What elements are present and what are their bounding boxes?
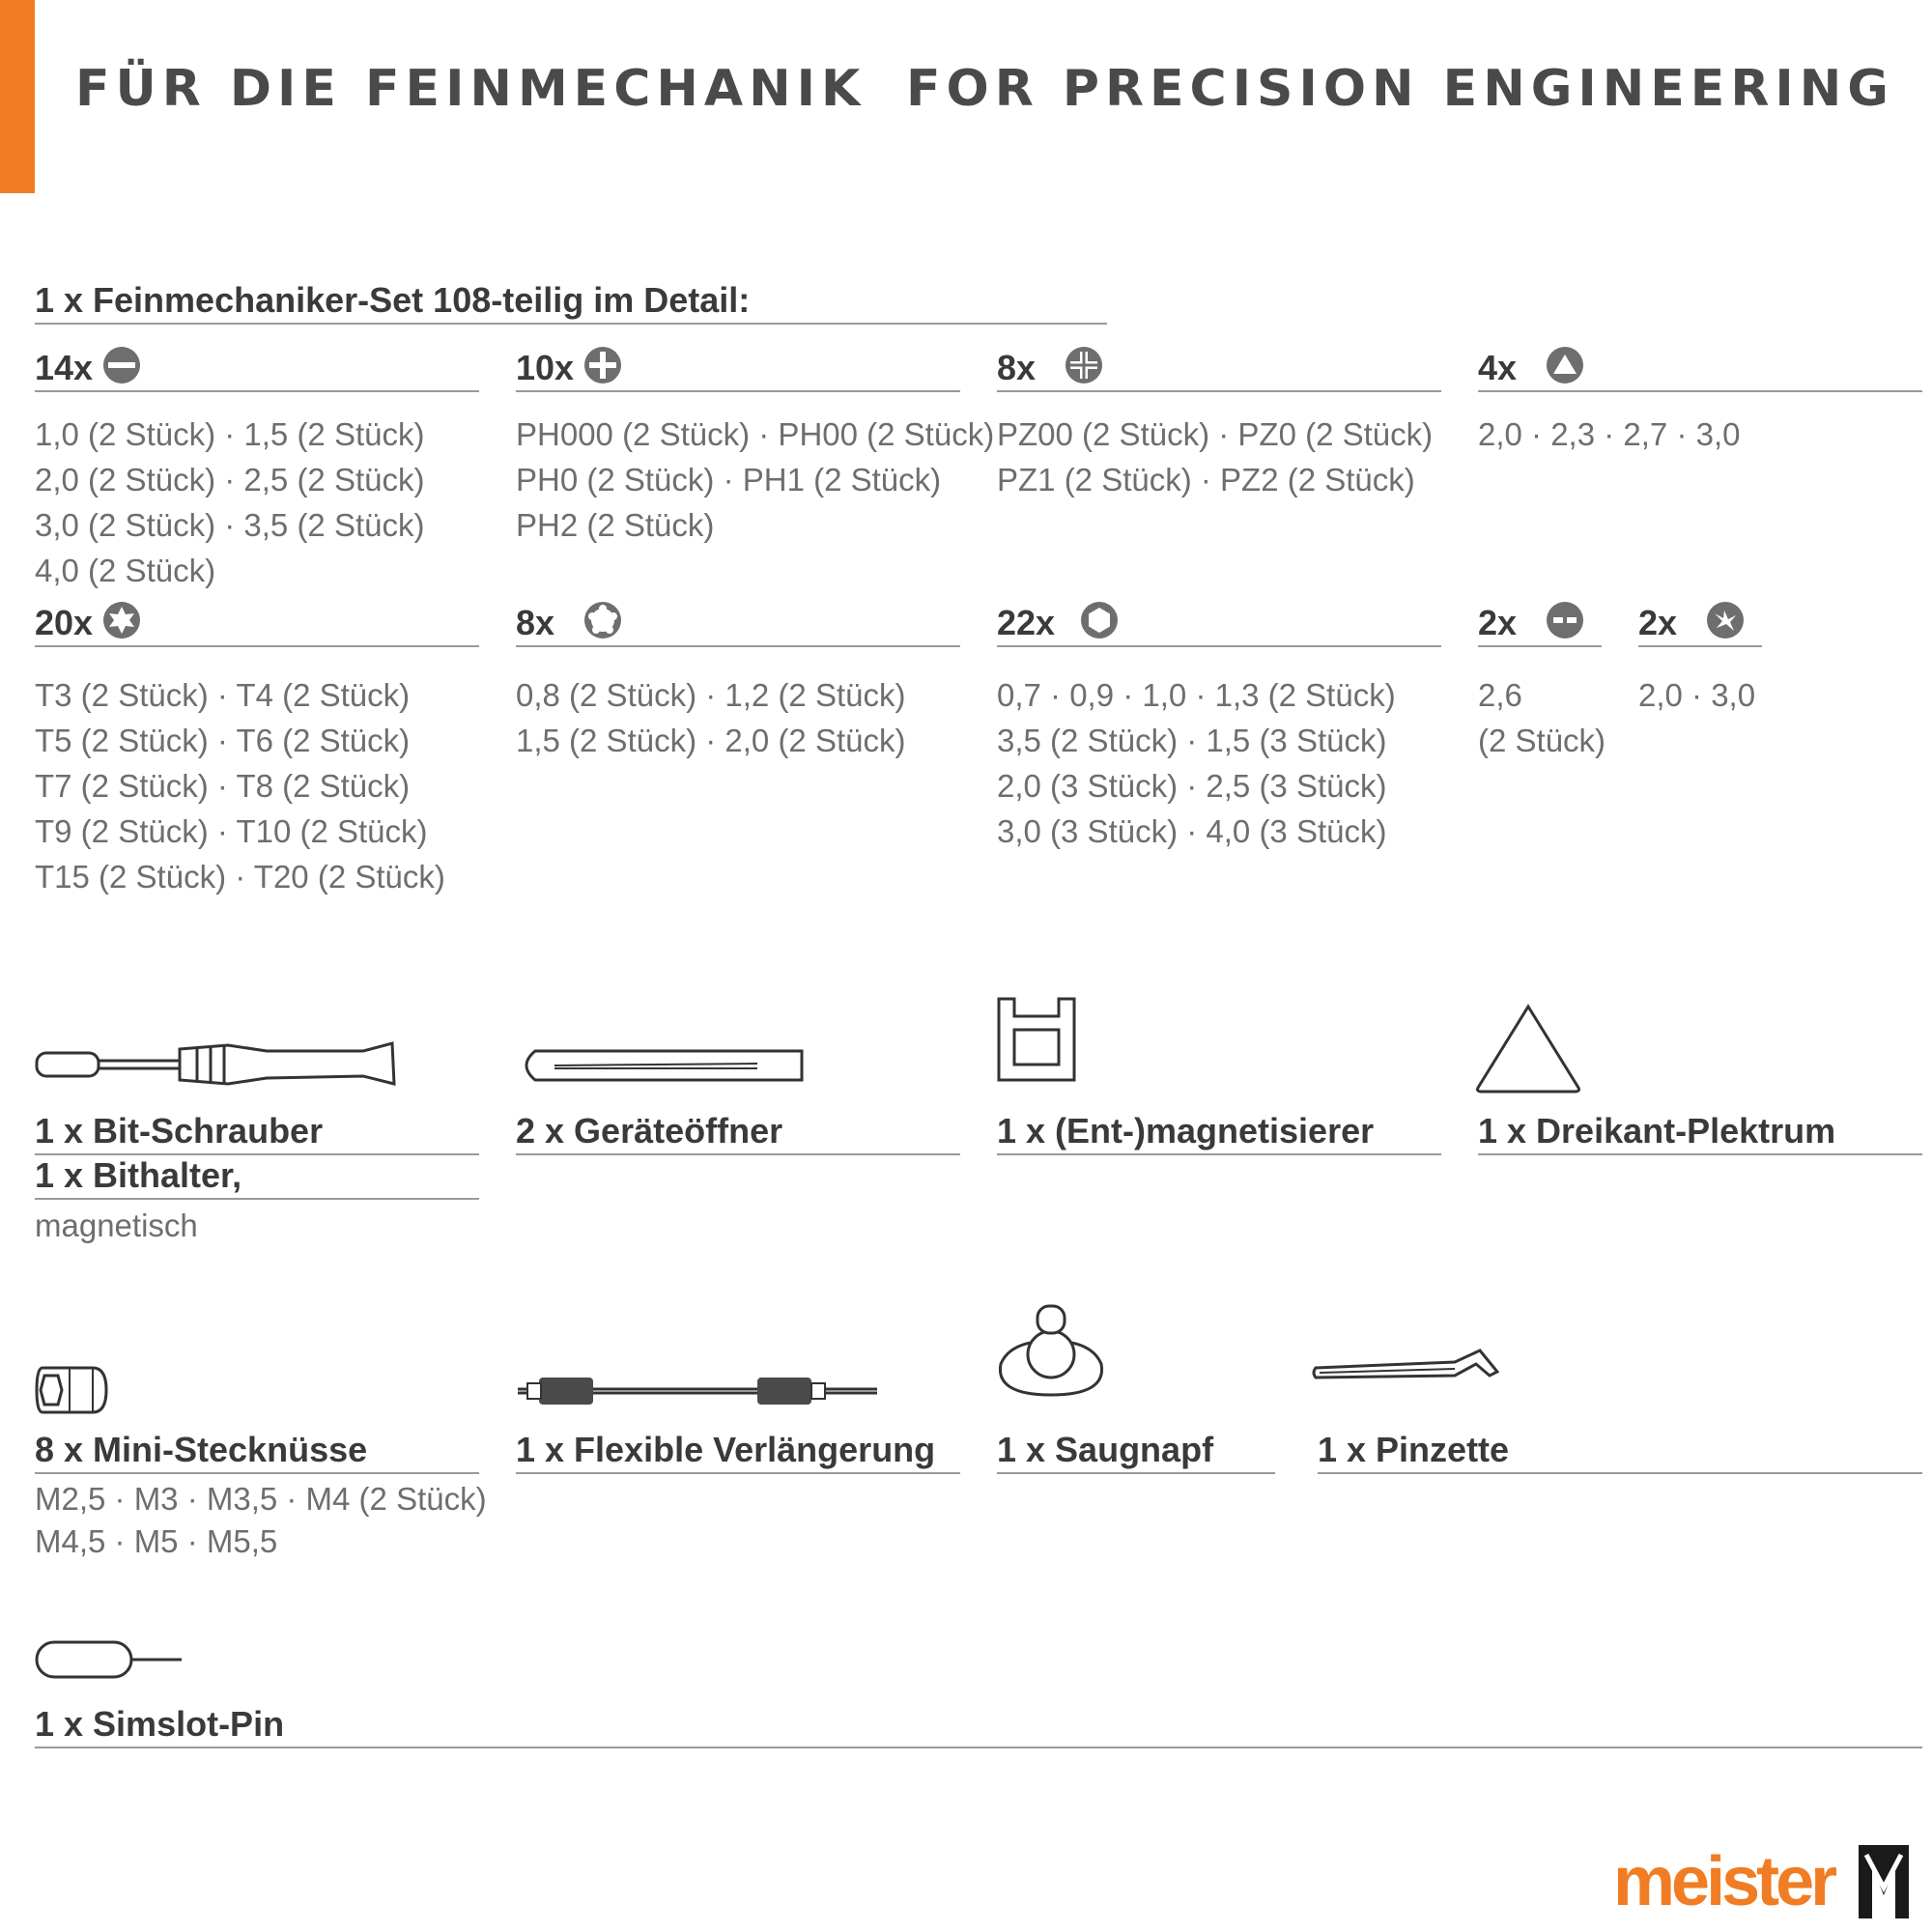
value-line: M4,5 · M5 · M5,5 xyxy=(35,1523,278,1559)
value-line: T3 (2 Stück) · T4 (2 Stück) xyxy=(35,677,411,713)
value-line: 2,0 · 3,0 xyxy=(1638,677,1756,713)
bit-values-phillips xyxy=(516,412,994,548)
bit-category-triangle xyxy=(1478,336,1922,392)
bit-count: 4x xyxy=(1478,348,1518,387)
bit-count: 14x xyxy=(35,348,94,387)
bit-count: 10x xyxy=(516,348,575,387)
bit-category-pozidriv xyxy=(997,336,1441,392)
pozidriv-icon xyxy=(1065,346,1103,384)
svg-text:meister: meister xyxy=(1613,1843,1834,1920)
bit-category-pentalobe xyxy=(516,591,960,647)
tool-suction-cup: 1 x Saugnapf xyxy=(997,1430,1275,1474)
value-line: 0,7 · 0,9 · 1,0 · 1,3 (2 Stück) xyxy=(997,677,1396,713)
bit-count: 20x xyxy=(35,603,94,642)
tool-sim-pin: 1 x Simslot-Pin xyxy=(35,1704,1922,1748)
header-title-de: FÜR DIE FEINMECHANIK xyxy=(75,60,867,118)
pentalobe-icon xyxy=(583,601,622,639)
bit-count: 8x xyxy=(997,348,1037,387)
triangle-icon xyxy=(1546,346,1584,384)
value-line: 0,8 (2 Stück) · 1,2 (2 Stück) xyxy=(516,677,906,713)
tool-bit-screwdriver: 1 x Bit-Schrauber xyxy=(35,1111,479,1155)
value-line: (2 Stück) xyxy=(1478,723,1606,758)
value-line: 3,0 (3 Stück) · 4,0 (3 Stück) xyxy=(997,813,1387,849)
tri-wing-icon xyxy=(1706,601,1745,639)
value-line: 1,5 (2 Stück) · 2,0 (2 Stück) xyxy=(516,723,906,758)
torx-icon xyxy=(102,601,141,639)
bit-count: 22x xyxy=(997,603,1056,642)
hex-icon xyxy=(1080,601,1119,639)
bit-category-phillips xyxy=(516,336,960,392)
value-line: 2,0 (3 Stück) · 2,5 (3 Stück) xyxy=(997,768,1387,804)
bit-count: 8x xyxy=(516,603,555,642)
value-line: 4,0 (2 Stück) xyxy=(35,553,216,588)
bit-category-slotted xyxy=(35,336,479,392)
value-line: 3,5 (2 Stück) · 1,5 (3 Stück) xyxy=(997,723,1387,758)
bit-values-hex xyxy=(997,672,1396,854)
bit-values-pozidriv xyxy=(997,412,1433,502)
accent-bar xyxy=(0,0,35,193)
tool-bit-holder: 1 x Bithalter, xyxy=(35,1155,479,1200)
bit-values-pentalobe xyxy=(516,672,905,763)
phillips-icon xyxy=(583,346,622,384)
value-line: T5 (2 Stück) · T6 (2 Stück) xyxy=(35,723,411,758)
set-title: 1 x Feinmechaniker-Set 108-teilig im Detail: xyxy=(35,280,1107,325)
bit-count: 2x xyxy=(1478,603,1518,642)
bit-category-tri-wing xyxy=(1638,591,1762,647)
flex-extension-icon xyxy=(516,1372,879,1410)
value-line: PZ00 (2 Stück) · PZ0 (2 Stück) xyxy=(997,416,1434,452)
bit-values-triangle xyxy=(1478,412,1740,457)
value-line: PH2 (2 Stück) xyxy=(516,507,715,543)
bit-category-spanner xyxy=(1478,591,1602,647)
plectrum-icon xyxy=(1474,1003,1582,1095)
bit-count: 2x xyxy=(1638,603,1678,642)
mini-socket-sizes xyxy=(35,1478,487,1563)
bit-values-tri-wing xyxy=(1638,672,1755,718)
meister-logo xyxy=(1613,1835,1913,1922)
value-line: PH0 (2 Stück) · PH1 (2 Stück) xyxy=(516,462,942,497)
tool-bit-holder-note: magnetisch xyxy=(35,1208,198,1243)
sim-pin-icon xyxy=(35,1638,185,1681)
spanner-icon xyxy=(1546,601,1584,639)
bit-values-spanner xyxy=(1478,672,1605,763)
magnetizer-icon xyxy=(995,995,1078,1084)
value-line: 2,6 xyxy=(1478,677,1522,713)
socket-icon xyxy=(35,1364,112,1416)
tool-pry-opener: 2 x Geräteöffner xyxy=(516,1111,960,1155)
tool-plectrum: 1 x Dreikant-Plektrum xyxy=(1478,1111,1922,1155)
value-line: 3,0 (2 Stück) · 3,5 (2 Stück) xyxy=(35,507,425,543)
slotted-icon xyxy=(102,346,141,384)
bit-values-slotted xyxy=(35,412,424,593)
value-line: PZ1 (2 Stück) · PZ2 (2 Stück) xyxy=(997,462,1415,497)
value-line: PH000 (2 Stück) · PH00 (2 Stück) xyxy=(516,416,995,452)
value-line: 2,0 · 2,3 · 2,7 · 3,0 xyxy=(1478,416,1741,452)
value-line: T15 (2 Stück) · T20 (2 Stück) xyxy=(35,859,445,895)
bit-values-torx xyxy=(35,672,445,899)
value-line: 2,0 (2 Stück) · 2,5 (2 Stück) xyxy=(35,462,425,497)
suction-cup-icon xyxy=(995,1302,1107,1399)
value-line: M2,5 · M3 · M3,5 · M4 (2 Stück) xyxy=(35,1481,487,1517)
tool-mini-sockets: 8 x Mini-Stecknüsse xyxy=(35,1430,479,1474)
tool-flex-extension: 1 x Flexible Verlängerung xyxy=(516,1430,960,1474)
value-line: T7 (2 Stück) · T8 (2 Stück) xyxy=(35,768,411,804)
header-title-en: FOR PRECISION ENGINEERING xyxy=(906,60,1894,118)
value-line: T9 (2 Stück) · T10 (2 Stück) xyxy=(35,813,428,849)
bit-category-torx xyxy=(35,591,479,647)
screwdriver-icon xyxy=(35,1036,402,1090)
tweezers-icon xyxy=(1310,1343,1499,1397)
pry-tool-icon xyxy=(516,1043,806,1088)
bit-category-hex xyxy=(997,591,1441,647)
value-line: 1,0 (2 Stück) · 1,5 (2 Stück) xyxy=(35,416,425,452)
tool-magnetizer: 1 x (Ent-)magnetisierer xyxy=(997,1111,1441,1155)
tool-tweezers: 1 x Pinzette xyxy=(1318,1430,1922,1474)
